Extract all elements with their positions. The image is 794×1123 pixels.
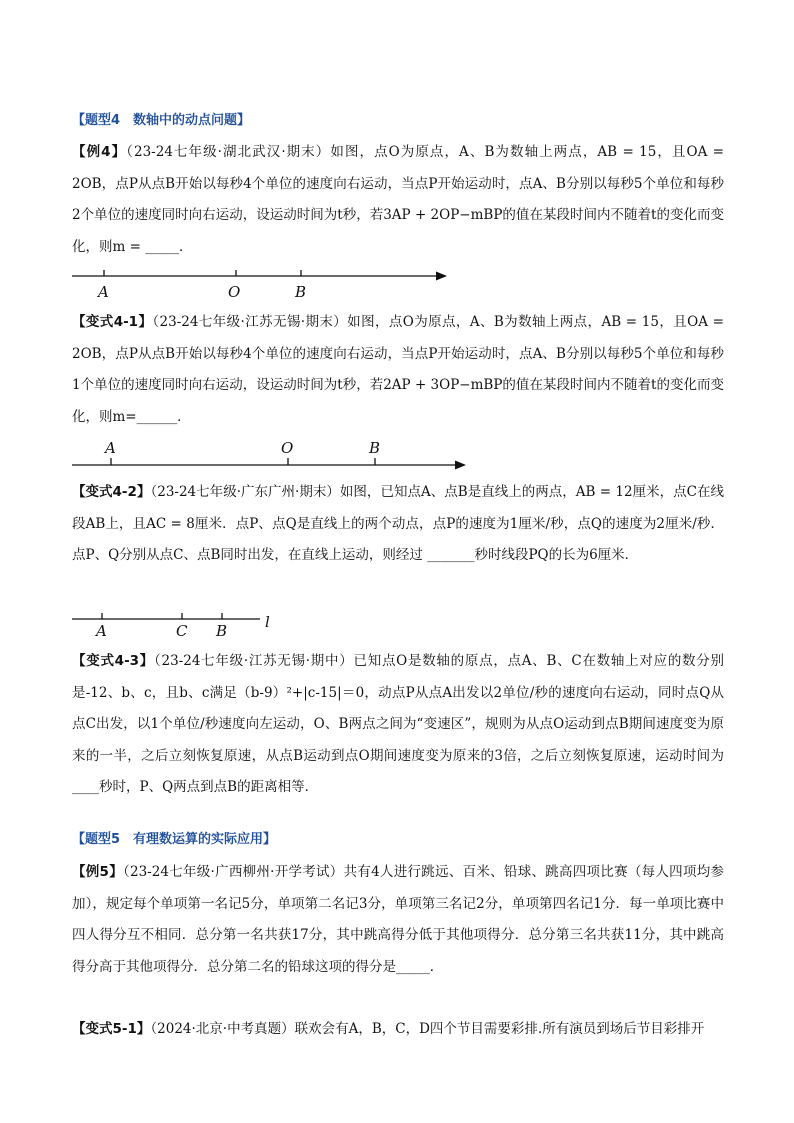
section-heading-5: 【题型5 有理数运算的实际应用】 <box>72 832 277 847</box>
arrow-head-icon <box>436 272 447 281</box>
variant-4-1 <box>72 307 724 433</box>
example-4-text: （23-24七年级·湖北武汉·期末）如图，点O为原点，A、B为数轴上两点，AB = 15，且OA = 2OB，点P从点B开始以每秒4个单位的速度向右运动，当点P开始运动时，点A、B分别以每秒5个单位和每秒2个单位的速度同时向右运动，设运动时间为t秒，若3AP + 2OP−mBP的值在某段时间内不随着t的变化而变化，则m = _____． <box>72 144 724 255</box>
point-label-b: B <box>216 622 228 640</box>
variant-4-3-text: （23-24七年级·江苏无锡·期中）已知点O是数轴的原点，点A、B、C在数轴上对应的数分别是-12、b、c，且b、c满足（b-9）²+|c-15|＝0，动点P从点A出发以2单位/秒的速度向右运动，同时点Q从点C出发，以1个单位/秒速度向左运动，O、B两点之间为“变速区”，规则为从点O运动到点B期间速度变为原来的一半，之后立刻恢复原速，从点B运动到点O期间速度变为原来的3倍，之后立刻恢复原速，运动时间为 ____秒时，P、Q两点到点B的距离相等． <box>72 653 725 795</box>
example-5-tag: 【例5】 <box>72 864 123 880</box>
variant-4-2-text: （23-24七年级·广东广州·期末）如图，已知点A、点B是直线上的两点，AB = 12厘米，点C在线段AB上，且AC = 8厘米．点P、点Q是直线上的两个动点，点P的速度为1厘米/秒，点Q的速度为2厘米/秒．点P、Q分别从点C、点B同时出发，在直线上运动，则经过 _______秒时线段PQ的长为6厘米． <box>72 484 725 563</box>
line-segment-figure-v42 <box>72 613 270 640</box>
section-heading-4: 【题型4 数轴中的动点问题】 <box>72 113 251 128</box>
point-label-c: C <box>176 622 188 640</box>
arrow-head-icon <box>455 461 466 470</box>
variant-4-2 <box>72 477 724 572</box>
variant-5-1-tag: 【变式5-1】 <box>72 1021 151 1037</box>
point-label-o: O <box>228 283 241 301</box>
point-label-a: A <box>96 622 107 640</box>
variant-5-1 <box>72 1014 724 1046</box>
variant-4-2-tag: 【变式4-2】 <box>72 484 151 500</box>
example-4-tag: 【例4】 <box>72 144 127 160</box>
number-line-figure-ex4 <box>72 270 447 301</box>
variant-4-1-text: （23-24七年级·江苏无锡·期末）如图，点O为原点，A、B为数轴上两点，AB = 15，且OA = 2OB，点P从点B开始以每秒4个单位的速度向右运动，当点P开始运动时，点A、B分别以每秒5个单位和每秒1个单位的速度同时向右运动，设运动时间为t秒，若2AP + 3OP−mBP的值在某段时间内不随着t的变化而变化，则m=______． <box>72 314 724 425</box>
example-5-text: （23-24七年级·广西柳州·开学考试）共有4人进行跳远、百米、铅球、跳高四项比赛（每人四项均参加），规定每个单项第一名记5分，单项第二名记3分，单项第三名记2分，单项第四名记1分．每一单项比赛中四人得分互不相同．总分第一名共获17分，其中跳高得分低于其他项得分．总分第三名共获11分，其中跳高得分高于其他项得分．总分第二名的铅球这项的得分是_____． <box>72 864 724 975</box>
point-label-a: A <box>105 439 116 457</box>
point-label-b: B <box>369 439 381 457</box>
example-5 <box>72 857 724 983</box>
variant-4-1-tag: 【变式4-1】 <box>72 314 153 330</box>
point-label-o: O <box>281 439 294 457</box>
point-label-a: A <box>98 283 109 301</box>
variant-5-1-text: （2024·北京·中考真题）联欢会有A，B，C，D四个节目需要彩排.所有演员到场后节目彩排开 <box>150 1021 705 1037</box>
variant-4-3-tag: 【变式4-3】 <box>72 653 155 669</box>
number-line-figure-v41 <box>72 439 466 470</box>
point-label-b: B <box>295 283 307 301</box>
variant-4-3 <box>72 646 724 804</box>
line-label-l: l <box>265 613 270 631</box>
